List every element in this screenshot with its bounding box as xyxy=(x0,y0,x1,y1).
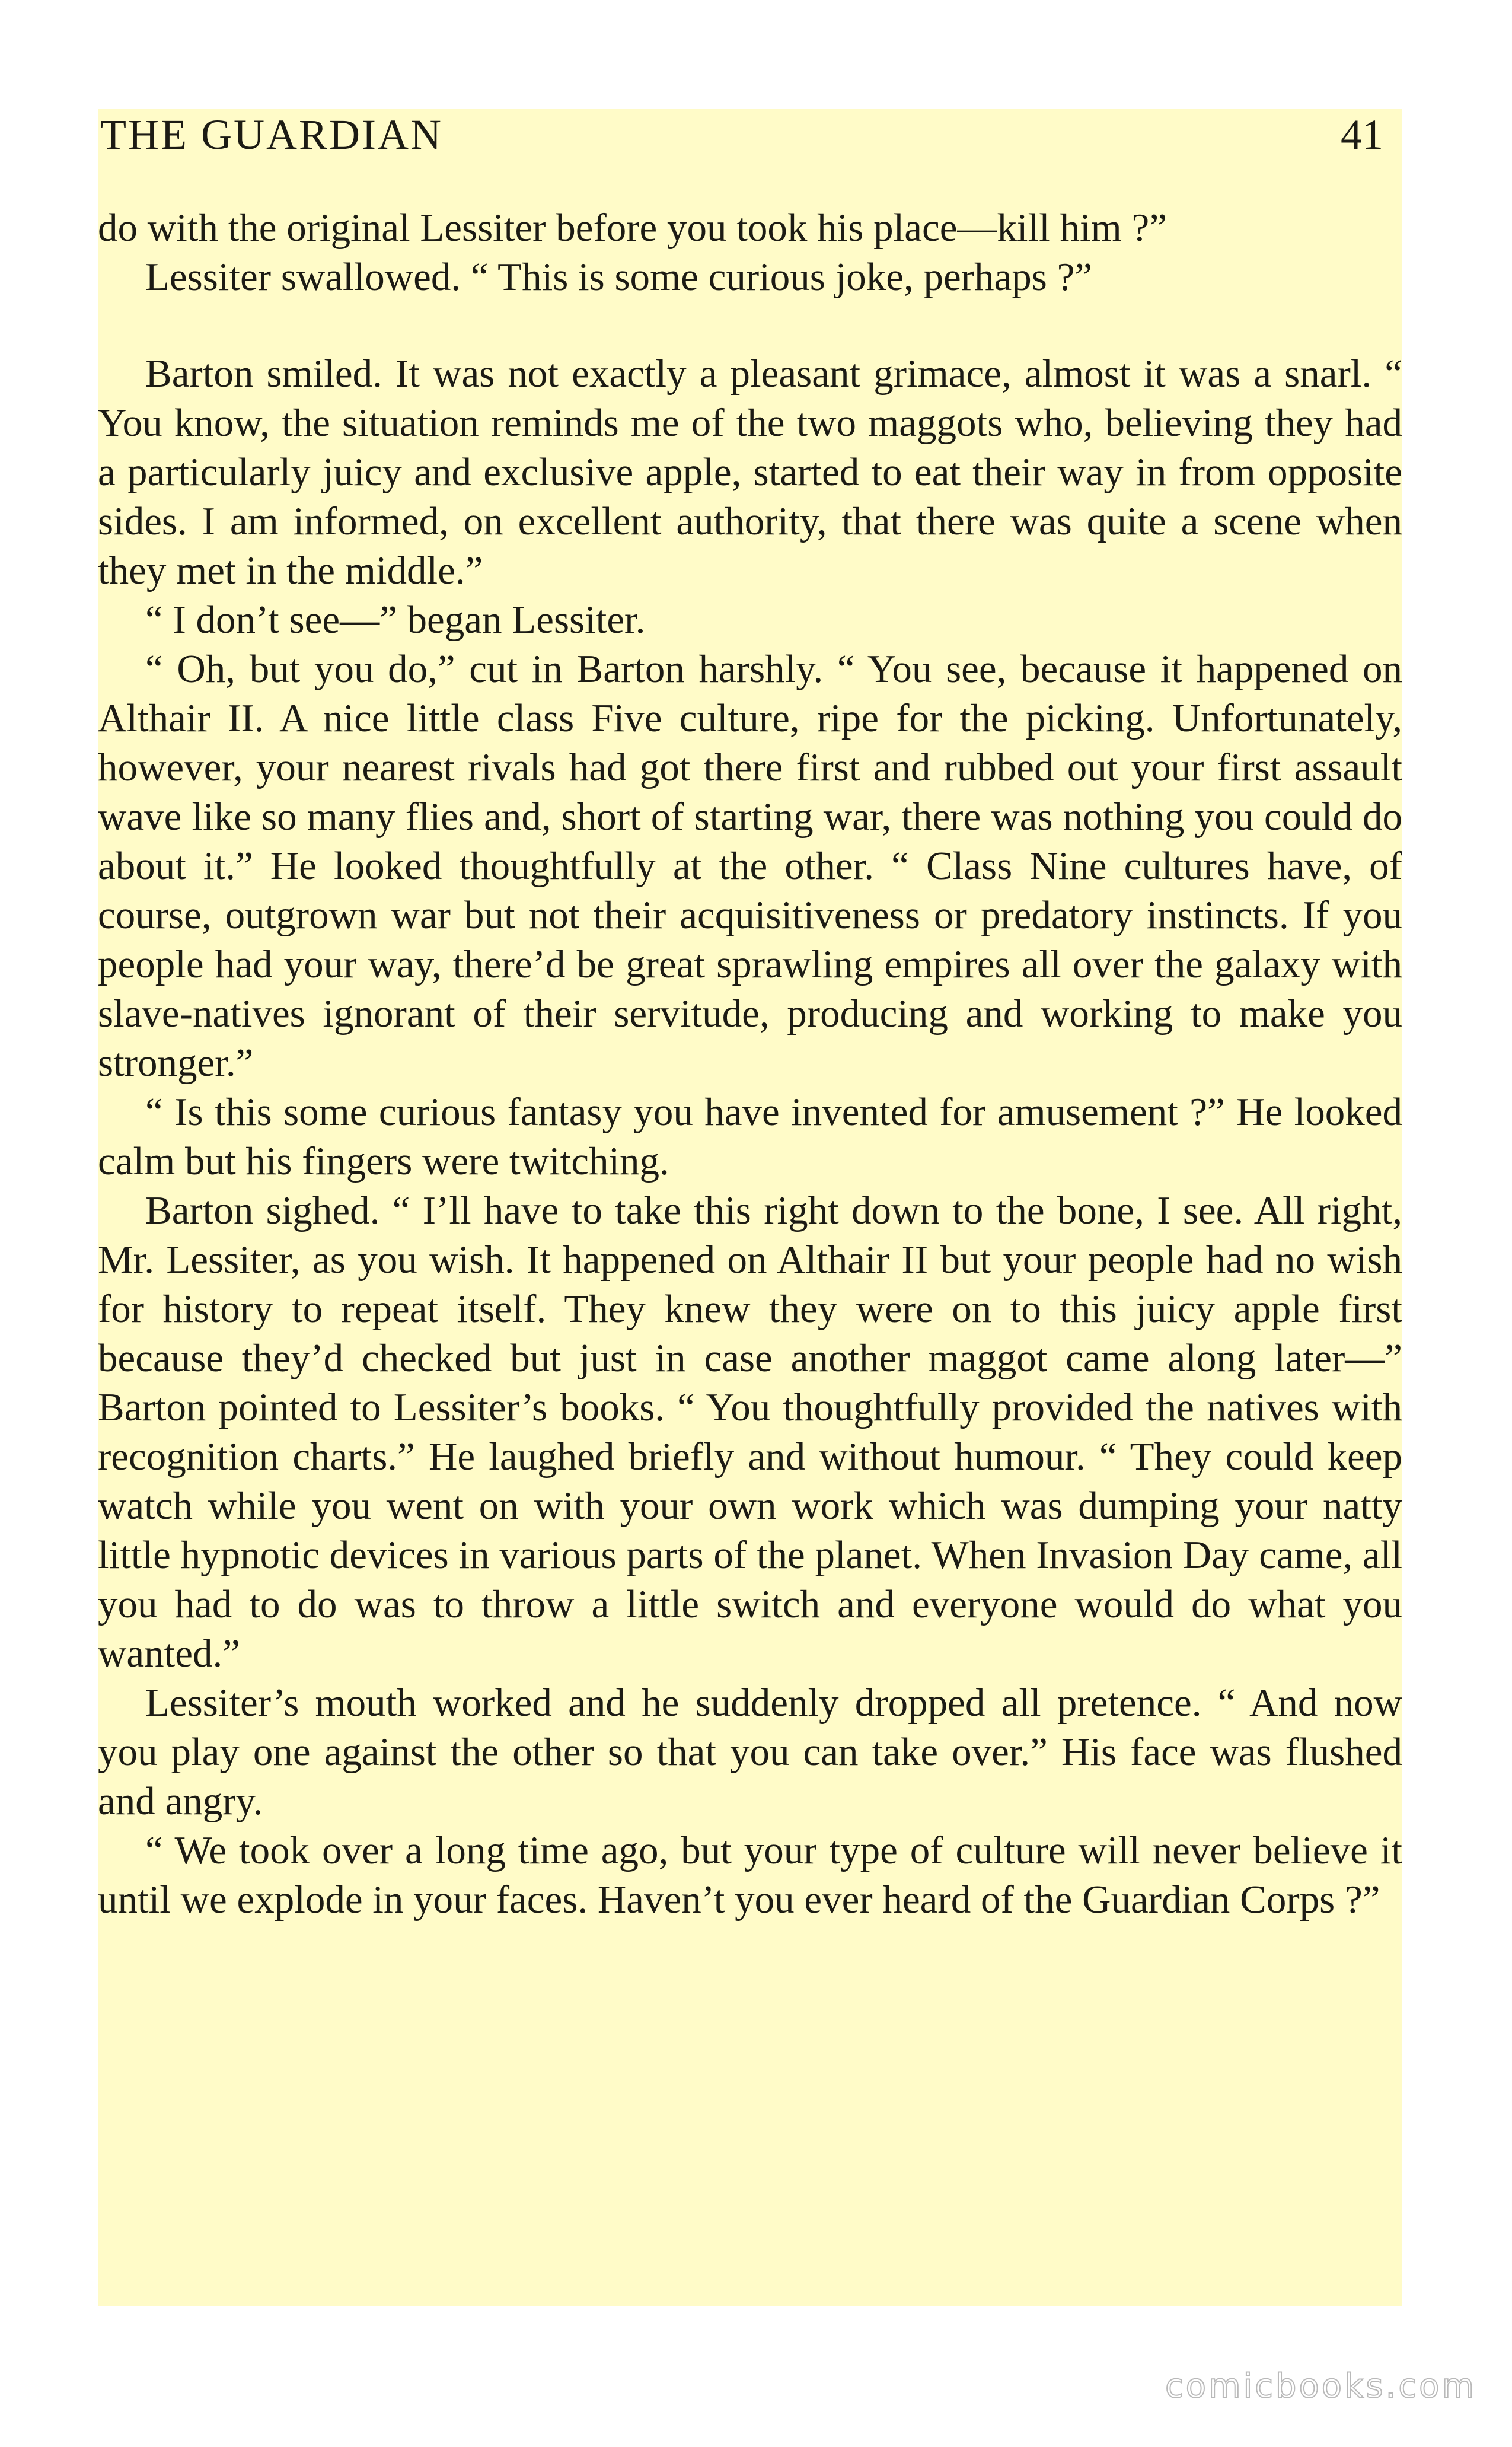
paragraph: Lessiter swallowed. “ This is some curious joke, perhaps ?” xyxy=(145,255,1093,299)
running-title: THE GUARDIAN xyxy=(100,111,443,158)
body-text xyxy=(98,203,1402,1925)
page-number: 41 xyxy=(1341,111,1383,158)
paragraph: Barton smiled. It was not exactly a pleasant grimace, almost it was a snarl. “ You know, the situation reminds me of the two maggots who, believing they had a particularly juicy and exclusive apple, started to eat their way in from opposite sides. I am informed, on excellent authority, that there was quite a scene when they met in the middle.” xyxy=(98,352,1402,592)
page-header xyxy=(98,109,1402,203)
paragraph: “ I don’t see—” began Lessiter. xyxy=(145,598,646,642)
paragraph: “ Is this some curious fantasy you have invented for amusement ?” He looked calm but his fingers were twitching. xyxy=(98,1090,1402,1183)
watermark: comicbooks.com xyxy=(1165,2367,1476,2405)
paragraph: “ We took over a long time ago, but your type of culture will never believe it until we explode in your faces. Haven’t you ever heard of the Guardian Corps ?” xyxy=(98,1828,1402,1922)
paragraph: do with the original Lessiter before you took his place—kill him ?” xyxy=(98,206,1167,250)
paragraph: “ Oh, but you do,” cut in Barton harshly. “ You see, because it happened on Althair II. A nice little class Five culture, ripe for the picking. Unfortunately, however, your nearest rivals had got there first and rubbed out your first assault wave like so many flies and, short of starting war, there was nothing you could do about it.” He looked thoughtfully at the other. “ Class Nine cultures have, of course, outgrown war but not their acquisitiveness or predatory instincts. If you people had your way, there’d be great sprawling empires all over the galaxy with slave-natives ignorant of their servitude, producing and working to make you stronger.” xyxy=(98,647,1402,1085)
paragraph: Barton sighed. “ I’ll have to take this right down to the bone, I see. All right, Mr. Lessiter, as you wish. It happened on Althair II but your people had no wish for history to repeat itself. They knew they were on to this juicy apple first because they’d checked but just in case another maggot came along later—” Barton pointed to Lessiter’s books. “ You thoughtfully provided the natives with recognition charts.” He laughed briefly and without humour. “ They could keep watch while you went on with your own work which was dumping your natty little hypnotic devices in various parts of the planet. When Invasion Day came, all you had to do was to throw a little switch and everyone would do what you wanted.” xyxy=(98,1189,1402,1675)
book-page xyxy=(98,109,1402,2306)
paragraph: Lessiter’s mouth worked and he suddenly dropped all pretence. “ And now you play one against the other so that you can take over.” His face was flushed and angry. xyxy=(98,1681,1402,1823)
